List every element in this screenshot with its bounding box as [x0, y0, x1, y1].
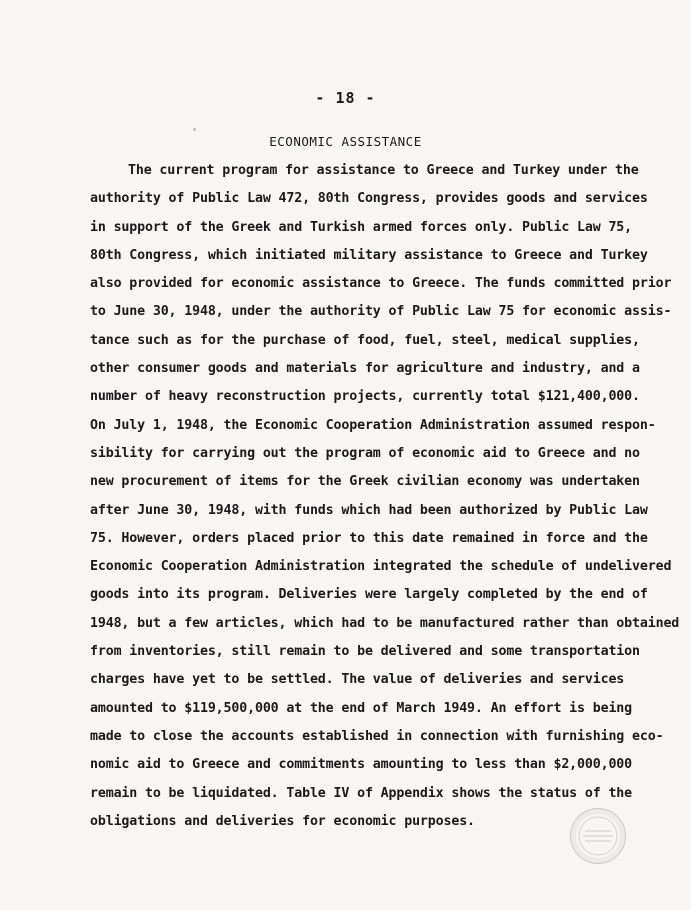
- text-line: Economic Cooperation Administration integrated the schedule of undelivered: [90, 559, 672, 575]
- text-line: nomic aid to Greece and commitments amounting to less than $2,000,000: [90, 757, 633, 773]
- text-line: new procurement of items for the Greek civilian economy was undertaken: [90, 474, 640, 490]
- text-line: other consumer goods and materials for agriculture and industry, and a: [90, 361, 640, 377]
- text-line: number of heavy reconstruction projects, currently total $121,400,000.: [90, 389, 640, 405]
- text-line: authority of Public Law 472, 80th Congress, provides goods and services: [90, 191, 648, 207]
- archive-stamp-icon: [570, 808, 626, 864]
- text-line: 80th Congress, which initiated military assistance to Greece and Turkey: [90, 247, 648, 263]
- stamp-graphic: [571, 809, 625, 863]
- paper-speck: [193, 128, 196, 131]
- text-line: from inventories, still remain to be delivered and some transportation: [90, 644, 640, 660]
- text-line: The current program for assistance to Greece and Turkey under the: [128, 163, 639, 178]
- section-heading: ECONOMIC ASSISTANCE: [269, 134, 422, 149]
- text-line: after June 30, 1948, with funds which had been authorized by Public Law: [90, 502, 648, 518]
- text-line: goods into its program. Deliveries were largely completed by the end of: [90, 587, 648, 603]
- text-line: charges have yet to be settled. The value of deliveries and services: [90, 672, 625, 688]
- text-line: obligations and deliveries for economic purposes.: [90, 813, 475, 829]
- text-line: tance such as for the purchase of food, fuel, steel, medical supplies,: [90, 332, 640, 348]
- text-line: made to close the accounts established in connection with furnishing eco-: [90, 728, 664, 744]
- text-line: On July 1, 1948, the Economic Cooperation Administration assumed respon-: [90, 417, 656, 433]
- text-line: also provided for economic assistance to Greece. The funds committed prior: [90, 276, 672, 292]
- body-paragraph: [90, 157, 680, 836]
- text-line: in support of the Greek and Turkish armed forces only. Public Law 75,: [90, 219, 633, 235]
- text-line: sibility for carrying out the program of economic aid to Greece and no: [90, 445, 640, 461]
- text-line: remain to be liquidated. Table IV of Appendix shows the status of the: [90, 785, 633, 801]
- text-line: 75. However, orders placed prior to this date remained in force and the: [90, 530, 648, 546]
- page-number: - 18 -: [315, 89, 376, 107]
- text-line: amounted to $119,500,000 at the end of March 1949. An effort is being: [90, 700, 633, 716]
- text-line: to June 30, 1948, under the authority of Public Law 75 for economic assis-: [90, 304, 672, 320]
- text-line: 1948, but a few articles, which had to be manufactured rather than obtained: [90, 615, 680, 631]
